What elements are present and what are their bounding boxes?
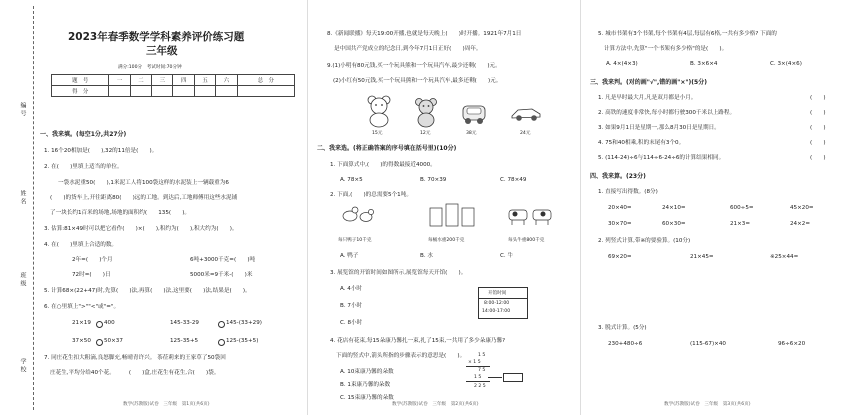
- question-1-2-text: 了一块长约1百米的场地,场地的面积约( 135( )。: [50, 210, 191, 216]
- compare-circle[interactable]: [218, 339, 225, 346]
- compare-left: 145-33-29: [170, 320, 199, 326]
- option-a: A. 78×5: [340, 177, 363, 183]
- option-c: C. 牛: [500, 253, 514, 259]
- exam-title: 2023年春季数学学科素养评价练习题: [68, 31, 245, 43]
- score-header-cell: 四: [173, 75, 194, 86]
- option-b: B. 3×6×4: [690, 61, 718, 67]
- sign-hours: 8:00-12:00: [484, 301, 510, 306]
- toy-car-icon: [460, 100, 488, 126]
- question-2-4: 4. 花店有花束,每15朵康乃馨扎一束,扎了15束,一共用了多少朵康乃馨?: [330, 338, 506, 344]
- binding-line: [33, 6, 34, 410]
- page-footer: 数学(苏教版)试卷 三年级 第1页(共6页): [123, 402, 210, 407]
- section-1-title: 一、我来填。(每空1分,共27分): [40, 131, 127, 138]
- score-input[interactable]: [109, 86, 130, 97]
- question-1-7-text: 庄花生,平均分给40个花。 ( )盒,庄花生有花生,合( )袋。: [50, 370, 220, 376]
- option-b: B. 1束康乃馨的朵数: [340, 382, 391, 388]
- toy-price: 38元: [466, 131, 477, 136]
- question-2-2: 2. 下面,( )的总需要5个1吨。: [330, 192, 412, 198]
- question-1-6: 6. 在○里填上">""<"或"="。: [44, 304, 120, 310]
- compare-left: 21×19: [72, 320, 91, 326]
- question-1-8-text: 是中国共产党成立的纪念日,到今年7月1日正好( )周年。: [334, 46, 482, 52]
- score-input[interactable]: [237, 86, 294, 97]
- score-input[interactable]: [216, 86, 237, 97]
- grade-title: 三年级: [146, 45, 178, 57]
- question-2-1: 1. 下面算式中,( )的得数最接近4000。: [330, 162, 436, 168]
- option-b: B. 7小时: [340, 303, 363, 309]
- compare-right: 400: [104, 320, 115, 326]
- toy-price: 24元: [520, 131, 531, 136]
- option-a: A. 10束康乃馨的朵数: [340, 369, 394, 375]
- calc-question-2: 2. 列竖式计算,带※的要验算。(10分): [598, 238, 691, 244]
- compare-circle[interactable]: [218, 321, 225, 328]
- question-1-3: 3. 估算:81×49时可以把它看作( )×( ),积约为( ),积大约为( )。: [44, 226, 238, 232]
- margin-school-label: 学校: [19, 358, 26, 374]
- column-divider: [580, 0, 581, 415]
- opening-hours-sign: [478, 287, 528, 319]
- question-1-4b: 6吨+3000千克=( )吨: [190, 257, 256, 263]
- question-1-2-text: 一袋水泥重50( ),1米泥工人将100袋这样的水泥装上一辆载重为6: [58, 180, 229, 186]
- arrow-icon: [488, 377, 502, 378]
- question-1-2: 2. 在( )里填上适当的单位。: [44, 164, 123, 170]
- duck-icon: [340, 204, 376, 224]
- question-1-1: 1. 16个20相加是( ),32的11倍是( )。: [44, 148, 158, 154]
- oral-calc: 24×10=: [662, 205, 686, 211]
- compare-circle[interactable]: [96, 339, 103, 346]
- question-1-7: 7. 同庄花生扣大粗滴,良怒脚充,畅晴青许兴。 茶莅莉来的王家草了50袋回: [44, 355, 226, 361]
- oral-calc: 21×3=: [730, 221, 751, 227]
- oral-calc: 45×20=: [790, 205, 814, 211]
- question-1-9-1: 9.(1)小明有80元钱,买一个玩具熊和一个玩具汽车,最少还剩( )元。: [327, 63, 501, 69]
- section-3-title: 三、我来判。(对的画"√",错的画"×")(5分): [590, 79, 707, 86]
- score-input[interactable]: [173, 86, 194, 97]
- score-header-cell: 三: [152, 75, 173, 86]
- vertical-calc-line: 1 5: [478, 353, 486, 358]
- judge-item: 5. (114-24)÷6与114÷6-24÷6的计算结果相同。: [598, 155, 725, 161]
- toy-price: 12元: [420, 131, 431, 136]
- answer-box[interactable]: [503, 373, 523, 382]
- question-1-4: 4. 在( )里填上合适的数。: [44, 242, 118, 248]
- section-4-title: 四、我来算。(23分): [590, 173, 646, 180]
- oral-calc: 24×2=: [790, 221, 811, 227]
- step-calc: 96÷6×20: [778, 341, 806, 347]
- margin-number-label: 编号: [19, 102, 26, 118]
- judge-item: 4. 75和40相乘,积的末尾有3个0。: [598, 140, 685, 146]
- sign-divider: [479, 298, 527, 299]
- question-2-4-text: 下面的竖式中,箭头所指的步骤表示的意思是( )。: [336, 353, 466, 359]
- question-1-2-text: ( )的货车上,开往距离80( )远的工地。到达后,工地师傅用这些水泥铺: [50, 195, 238, 201]
- compare-left: 37×50: [72, 338, 91, 344]
- written-calc: 21×45=: [690, 254, 714, 260]
- calc-question-3: 3. 脱式计算。(5分): [598, 325, 647, 331]
- question-1-4c: 72时=( )日: [72, 272, 111, 278]
- calc-question-1: 1. 直接写出得数。(8分): [598, 189, 658, 195]
- question-1-9-2: (2)小红有50元钱,买一个玩具熊和一个玩具汽车,最多还剩( )元。: [333, 78, 502, 84]
- judge-answer[interactable]: ( ): [810, 125, 826, 131]
- score-header-cell: 二: [130, 75, 151, 86]
- teddy-bear-icon: [414, 96, 438, 128]
- compare-right: 50×37: [104, 338, 123, 344]
- compare-right: 145-(33+29): [226, 320, 262, 326]
- option-c: C. 78×49: [500, 177, 527, 183]
- oral-calc: 30×70=: [608, 221, 632, 227]
- water-barrel-icon: [428, 202, 476, 232]
- compare-left: 125-35+5: [170, 338, 199, 344]
- margin-class-label: 班级: [19, 272, 26, 288]
- score-input[interactable]: [194, 86, 215, 97]
- section-2-title: 二、我来选。(将正确答案的序号填在括号里)(10分): [317, 145, 457, 152]
- compare-right: 125-(35+5): [226, 338, 259, 344]
- question-1-4a: 2年=( )个月: [72, 257, 113, 263]
- judge-item: 2. 高铁的速度非常快,每小时都行驶300千米以上路程。: [598, 110, 736, 116]
- page-footer: 数学(苏教版)试卷 三年级 第3页(共6页): [664, 402, 751, 407]
- exam-meta: 满分:100分 考试时间:70分钟: [118, 65, 182, 70]
- margin-name-label: 姓名: [19, 190, 26, 206]
- compare-circle[interactable]: [96, 321, 103, 328]
- score-header-cell: 六: [216, 75, 237, 86]
- sign-hours: 14:00-17:00: [482, 309, 511, 314]
- vertical-calc-line: 1 5: [474, 375, 482, 380]
- option-c: C. 3×(4×6): [770, 61, 802, 67]
- question-2-3: 3. 展览馆的开馆时间如图所示,展览馆每天开馆( )。: [330, 270, 467, 276]
- option-b: B. 水: [420, 253, 433, 259]
- question-2-5-text: 计算方法中,先算"一个书架有多少格"的是( )。: [604, 46, 728, 52]
- question-1-5: 5. 计算68×(22+47)时,先算( )法,再算( )法,这里要( )法,结果是( )。: [44, 288, 251, 294]
- score-input[interactable]: [152, 86, 173, 97]
- score-header-cell: 总 分: [237, 75, 294, 86]
- score-row-label: 得 分: [52, 86, 109, 97]
- written-calc: ※25×44=: [770, 254, 799, 260]
- cow-icon: [506, 204, 556, 228]
- vertical-calc-line: 7 5: [478, 368, 486, 373]
- score-header-cell: 题 号: [52, 75, 109, 86]
- oral-calc: 60×30=: [662, 221, 686, 227]
- option-c: C. 8小时: [340, 320, 363, 326]
- score-header-cell: 五: [194, 75, 215, 86]
- oral-calc: 20×40=: [608, 205, 632, 211]
- image-caption: 每桶水重200千克: [428, 238, 465, 243]
- oral-calc: 600÷5=: [730, 205, 754, 211]
- column-divider: [307, 0, 308, 415]
- judge-answer[interactable]: ( ): [810, 95, 826, 101]
- judge-item: 1. 凡是早时最大月,凡是双月都是小月。: [598, 95, 697, 101]
- sign-title: 开馆时间: [488, 291, 507, 296]
- question-1-4d: 5000米=9千米-( )米: [190, 272, 253, 278]
- option-c: C. 15束康乃馨的朵数: [340, 395, 394, 401]
- question-2-5: 5. 城市书架有3个书架,每个书架有4层,每层有6格,一共有多少格? 下面的: [598, 31, 777, 37]
- step-calc: (115-67)×40: [690, 341, 726, 347]
- vertical-calc-line: 2 2 5: [474, 384, 486, 389]
- toy-price: 15元: [372, 131, 383, 136]
- page-footer: 数学(苏教版)试卷 三年级 第2页(共6页): [392, 402, 479, 407]
- score-header-cell: 一: [109, 75, 130, 86]
- calc-rule: [466, 381, 490, 382]
- option-a: A. 4×(4×3): [606, 61, 638, 67]
- judge-item: 3. 如果9月1日是星期一,那么8月30日是星期日。: [598, 125, 720, 131]
- question-1-8: 8.《新闻联播》每天19:00开播,也就是每天晚上( )时开播。1921年7月1日: [327, 31, 522, 37]
- option-b: B. 70×39: [420, 177, 447, 183]
- teddy-bear-icon: [366, 94, 392, 128]
- option-a: A. 4小时: [340, 286, 363, 292]
- written-calc: 69×20=: [608, 254, 632, 260]
- step-calc: 230+480÷6: [608, 341, 643, 347]
- judge-answer[interactable]: ( ): [810, 155, 826, 161]
- score-table: [51, 74, 295, 97]
- image-caption: 每只鸭子10千克: [338, 238, 372, 243]
- option-a: A. 鸭子: [340, 253, 359, 259]
- vertical-calc-line: × 1 5: [468, 360, 481, 365]
- image-caption: 每头牛重800千克: [508, 238, 545, 243]
- judge-answer[interactable]: ( ): [810, 110, 826, 116]
- score-input[interactable]: [130, 86, 151, 97]
- race-car-icon: [510, 104, 542, 122]
- judge-answer[interactable]: ( ): [810, 140, 826, 146]
